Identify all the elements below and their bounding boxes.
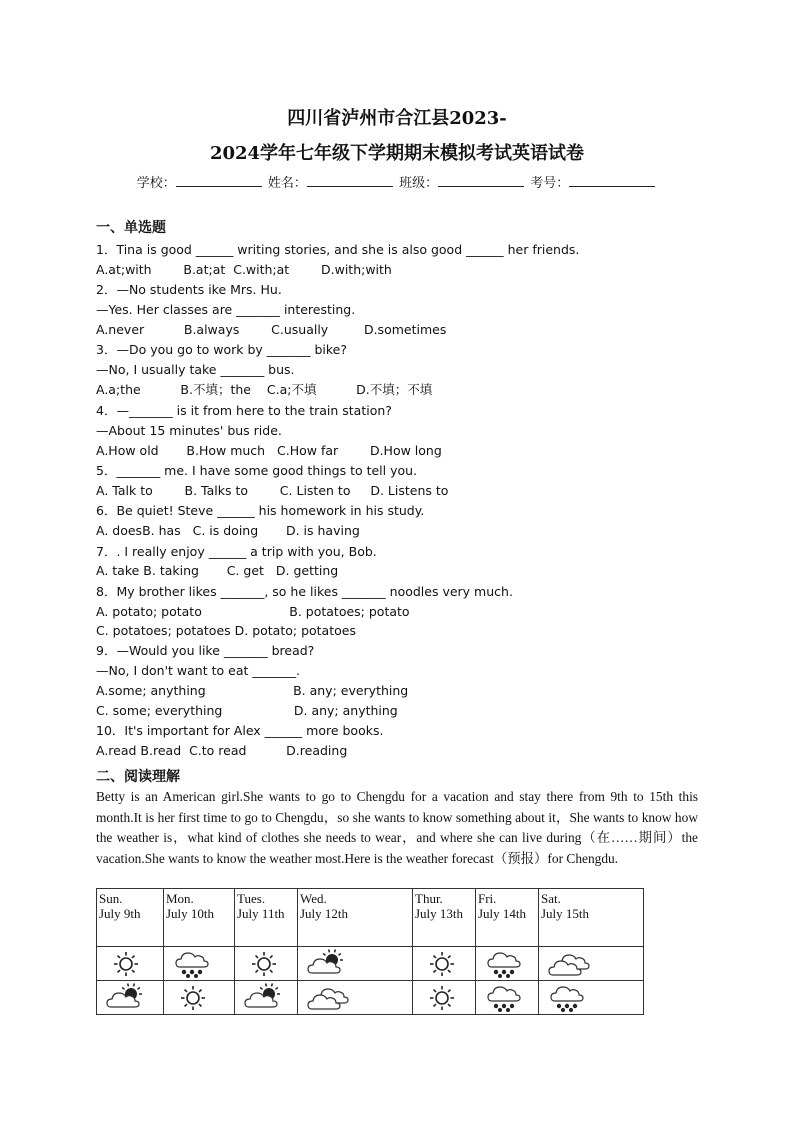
question-line: A. Talk to B. Talks to C. Listen to D. Listens to — [96, 483, 449, 498]
section-heading-reading: 二、阅读理解 — [96, 769, 180, 785]
cloudy-icon — [302, 983, 408, 1013]
forecast-icon-cell — [476, 947, 539, 981]
sunny-icon — [417, 949, 471, 979]
class-label: 班级： — [399, 176, 439, 191]
sunny-icon — [101, 949, 159, 979]
question-line: A.at;with B.at;at C.with;at D.with;with — [96, 262, 392, 277]
cloudy-icon — [543, 949, 639, 979]
partly-cloudy-icon — [239, 983, 293, 1013]
date-label: July 14th — [478, 906, 527, 921]
question-line: —No, I don't want to eat _______. — [96, 663, 301, 678]
question-line: 7．. I really enjoy ______ a trip with you, Bob. — [96, 544, 377, 559]
forecast-icon-row — [97, 947, 644, 981]
question-line: —No, I usually take _______ bus. — [96, 362, 295, 377]
sunny-icon — [239, 949, 293, 979]
partly-cloudy-icon — [302, 949, 408, 979]
question-line: 6．Be quiet! Steve ______ his homework in his study. — [96, 503, 425, 518]
day-label: Fri. — [478, 891, 497, 906]
question-line: —Yes. Her classes are _______ interesting. — [96, 302, 356, 317]
weather-forecast-table — [96, 888, 644, 1015]
day-label: Wed. — [300, 891, 327, 906]
question-line: 5．_______ me. I have some good things to tell you. — [96, 463, 418, 478]
day-label: Sat. — [541, 891, 561, 906]
rain-cloud-icon — [168, 949, 230, 979]
forecast-icon-row — [97, 981, 644, 1015]
question-line: 1．Tina is good ______ writing stories, and she is also good ______ her friends. — [96, 242, 580, 257]
forecast-icon-cell — [97, 947, 164, 981]
forecast-day-cell — [476, 889, 539, 947]
day-label: Thur. — [415, 891, 443, 906]
question-line: 2．—No students ike Mrs. Hu. — [96, 282, 282, 297]
exam-title-line-2: 2024学年七年级下学期期末模拟考试英语试卷 — [209, 143, 585, 164]
forecast-icon-cell — [476, 981, 539, 1015]
day-label: Mon. — [166, 891, 194, 906]
school-blank — [176, 172, 262, 187]
forecast-icon-cell — [413, 981, 476, 1015]
forecast-day-cell — [235, 889, 298, 947]
date-label: July 12th — [300, 906, 349, 921]
partly-cloudy-icon — [101, 983, 159, 1013]
question-line: 10．It's important for Alex ______ more books. — [96, 723, 384, 738]
question-line: A.read B.read C.to read D.reading — [96, 743, 348, 758]
forecast-icon-cell — [539, 947, 644, 981]
section-heading-choice: 一、单选题 — [96, 220, 166, 236]
rain-cloud-icon — [480, 983, 534, 1013]
number-blank — [569, 172, 655, 187]
student-info-line — [0, 172, 794, 191]
question-line: 9．—Would you like _______ bread? — [96, 643, 315, 658]
question-line: 8．My brother likes _______, so he likes _______ noodles very much. — [96, 584, 513, 599]
forecast-day-cell — [164, 889, 235, 947]
question-line: A. potato; potato B. potatoes; potato — [96, 604, 410, 619]
question-line: A. take B. taking C. get D. getting — [96, 563, 339, 578]
name-blank — [307, 172, 393, 187]
question-line: C. some; everything D. any; anything — [96, 703, 398, 718]
class-blank — [438, 172, 524, 187]
forecast-icon-cell — [97, 981, 164, 1015]
question-line: —About 15 minutes' bus ride. — [96, 423, 282, 438]
forecast-header-row — [97, 889, 644, 947]
forecast-day-cell — [97, 889, 164, 947]
forecast-icon-cell — [164, 947, 235, 981]
date-label: July 9th — [99, 906, 141, 921]
question-line: 3．—Do you go to work by _______ bike? — [96, 342, 347, 357]
date-label: July 11th — [237, 906, 285, 921]
question-line: A.a;the B.不填；the C.a;不填 D.不填；不填 — [96, 382, 433, 397]
forecast-icon-cell — [539, 981, 644, 1015]
forecast-day-cell — [298, 889, 413, 947]
day-label: Sun. — [99, 891, 123, 906]
forecast-icon-cell — [235, 981, 298, 1015]
forecast-icon-cell — [413, 947, 476, 981]
question-line: 4．—_______ is it from here to the train station? — [96, 403, 392, 418]
rain-cloud-icon — [480, 949, 534, 979]
sunny-icon — [417, 983, 471, 1013]
forecast-icon-cell — [164, 981, 235, 1015]
forecast-day-cell — [539, 889, 644, 947]
question-line: A.never B.always C.usually D.sometimes — [96, 322, 447, 337]
day-label: Tues. — [237, 891, 266, 906]
rain-cloud-icon — [543, 983, 639, 1013]
question-line: A.some; anything B. any; everything — [96, 683, 409, 698]
question-line: C. potatoes; potatoes D. potato; potatoes — [96, 623, 356, 638]
forecast-icon-cell — [235, 947, 298, 981]
forecast-day-cell — [413, 889, 476, 947]
forecast-icon-cell — [298, 981, 413, 1015]
reading-passage: Betty is an American girl.She wants to go to Chengdu for a vacation and stay there from 9th to 15th this month.It is her first time to go to Chengdu，so she wants to know something about it，She wants to know how the weather is，what kind of clothes she needs to wear，and where she can live during（在……期间）the vacation.She wants to know the weather most.Here is the weather forecast（预报）for Chengdu. — [96, 789, 698, 866]
forecast-icon-cell — [298, 947, 413, 981]
date-label: July 15th — [541, 906, 590, 921]
date-label: July 13th — [415, 906, 464, 921]
number-label: 考号： — [530, 176, 570, 191]
school-label: 学校： — [136, 176, 176, 191]
question-line: A. doesB. has C. is doing D. is having — [96, 523, 360, 538]
name-label: 姓名： — [267, 176, 307, 191]
exam-title-line-1: 四川省泸州市合江县2023- — [287, 108, 507, 129]
sunny-icon — [168, 983, 230, 1013]
date-label: July 10th — [166, 906, 215, 921]
question-line: A.How old B.How much C.How far D.How long — [96, 443, 442, 458]
